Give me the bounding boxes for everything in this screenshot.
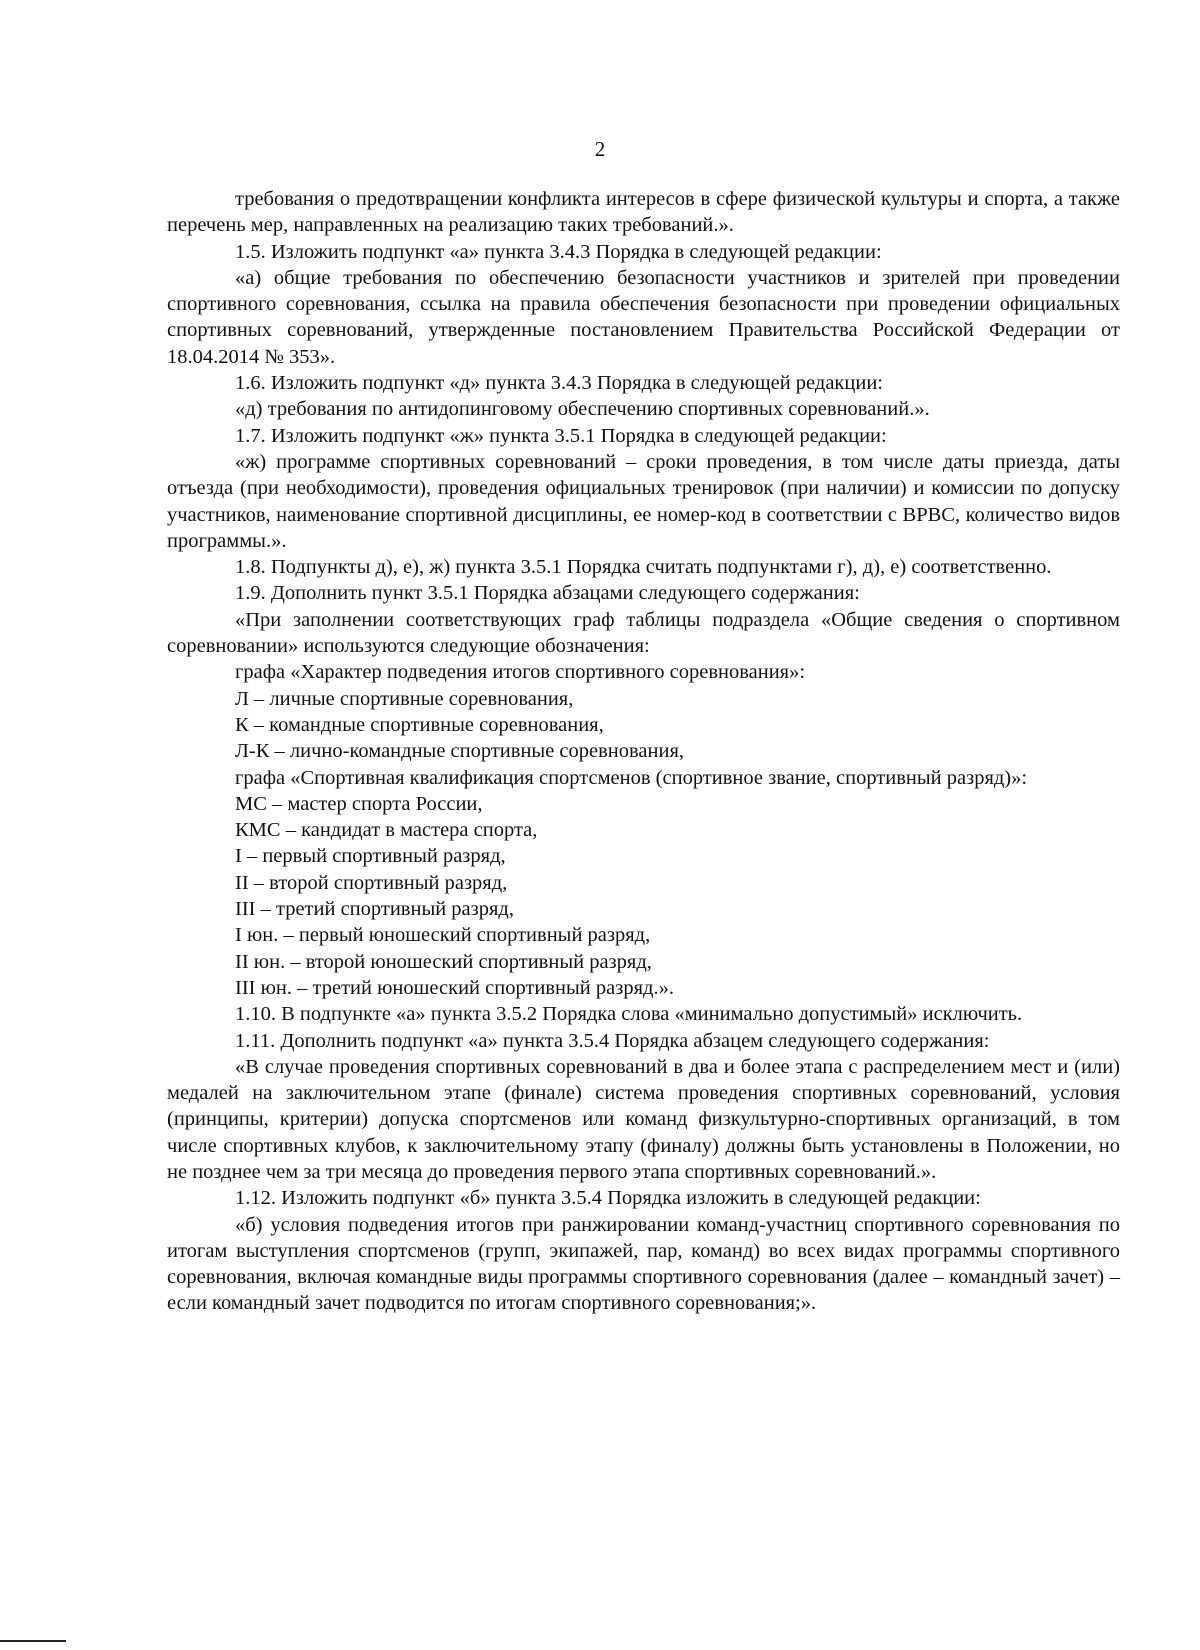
paragraph: 1.9. Дополнить пункт 3.5.1 Порядка абзацами следующего содержания: — [235, 582, 860, 605]
page-number: 2 — [594, 137, 606, 161]
paragraph: 1.10. В подпункте «а» пункта 3.5.2 Порядка слова «минимально допустимый» исключить. — [235, 1003, 1023, 1026]
document-body — [167, 186, 1120, 1317]
paragraph: «При заполнении соответствующих граф таблицы подраздела «Общие сведения о спортивном соревновании» используются следующие обозначения: — [167, 608, 1120, 658]
list-item: К – командные спортивные соревнования, — [235, 713, 604, 736]
list-item: II юн. – второй юношеский спортивный разряд, — [235, 950, 652, 973]
paragraph: 1.11. Дополнить подпункт «а» пункта 3.5.4 Порядка абзацем следующего содержания: — [235, 1029, 990, 1052]
list-item: КМС – кандидат в мастера спорта, — [235, 819, 538, 842]
paragraph: 1.12. Изложить подпункт «б» пункта 3.5.4 Порядка изложить в следующей редакции: — [235, 1187, 981, 1210]
list-item: Л – личные спортивные соревнования, — [235, 687, 574, 710]
paragraph: «ж) программе спортивных соревнований – сроки проведения, в том числе даты приезда, даты отъезда (при необходимости), проведения официальных тренировок (при наличии) и комиссии по допуску участников, наименование спортивной дисциплины, ее номер-код в соответствии с ВРВС, количество видов программы.». — [167, 450, 1120, 552]
scan-edge-mark — [0, 1640, 66, 1642]
paragraph: «д) требования по антидопинговому обеспечению спортивных соревнований.». — [235, 398, 930, 421]
paragraph: «В случае проведения спортивных соревнований в два и более этапа с распределением мест и (или) медалей на заключительном этапе (финале) система проведения спортивных соревнований, условия (принципы, критерии) допуска спортсменов или команд физкультурно-спортивных организаций, в том числе спортивных клубов, к заключительному этапу (финалу) должны быть установлены в Положении, но не позднее чем за три месяца до проведения первого этапа спортивных соревнований.». — [167, 1055, 1120, 1183]
list-item: Л-К – лично-командные спортивные соревнования, — [235, 740, 685, 763]
paragraph: «б) условия подведения итогов при ранжировании команд-участниц спортивного соревнования по итогам выступления спортсменов (групп, экипажей, пар, команд) во всех видах программы спортивного соревнования, включая командные виды программы спортивного соревнования (далее – командный зачет) – если командный зачет подводится по итогам спортивного соревнования;». — [167, 1213, 1120, 1315]
list-item: I юн. – первый юношеский спортивный разряд, — [235, 924, 651, 947]
list-item: III юн. – третий юношеский спортивный разряд.». — [235, 976, 674, 999]
list-item: II – второй спортивный разряд, — [235, 871, 508, 894]
list-item: III – третий спортивный разряд, — [235, 898, 514, 921]
paragraph: «а) общие требования по обеспечению безопасности участников и зрителей при проведении спортивного соревнования, ссылка на правила обеспечения безопасности при проведении официальных спортивных соревнований, утвержденные постановлением Правительства Российской Федерации от 18.04.2014 № 353». — [167, 266, 1120, 368]
paragraph: 1.7. Изложить подпункт «ж» пункта 3.5.1 Порядка в следующей редакции: — [235, 424, 887, 447]
paragraph: 1.8. Подпункты д), е), ж) пункта 3.5.1 Порядка считать подпунктами г), д), е) соответственно. — [235, 556, 1052, 579]
list-item: I – первый спортивный разряд, — [235, 845, 506, 868]
paragraph: 1.6. Изложить подпункт «д» пункта 3.4.3 Порядка в следующей редакции: — [235, 372, 883, 395]
paragraph: графа «Спортивная квалификация спортсменов (спортивное звание, спортивный разряд)»: — [235, 766, 1028, 789]
paragraph: 1.5. Изложить подпункт «а» пункта 3.4.3 Порядка в следующей редакции: — [235, 240, 882, 263]
list-item: МС – мастер спорта России, — [235, 792, 483, 815]
paragraph: требования о предотвращении конфликта интересов в сфере физической культуры и спорта, а также перечень мер, направленных на реализацию таких требований.». — [167, 188, 1120, 237]
paragraph: графа «Характер подведения итогов спортивного соревнования»: — [235, 661, 806, 684]
